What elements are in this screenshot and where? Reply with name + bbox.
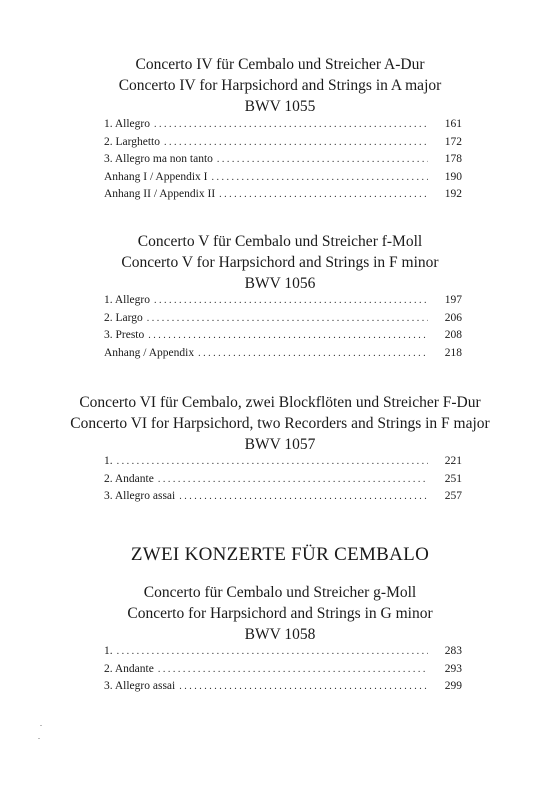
toc-label: 2. Larghetto: [104, 135, 160, 148]
toc-leader-dots: [211, 169, 428, 187]
toc-page-number: 251: [444, 472, 462, 485]
concerto-vi-toc: [104, 453, 462, 506]
toc-row[interactable]: [104, 643, 462, 661]
concerto-iv-title-de: Concerto IV für Cembalo und Streicher A-Dur: [135, 56, 425, 73]
toc-label: Anhang II / Appendix II: [104, 188, 216, 200]
toc-leader-dots: [217, 151, 428, 169]
concerto-v-section: [0, 231, 560, 294]
toc-label: 2. Largo: [104, 311, 143, 324]
toc-leader-dots: [117, 643, 428, 661]
toc-page-number: 206: [444, 311, 462, 324]
toc-label: 1. Allegro: [104, 294, 150, 306]
concerto-vi-section: [0, 392, 560, 455]
concerto-g-toc: [104, 643, 462, 696]
toc-page-number: 192: [444, 188, 462, 200]
toc-page-number: 257: [444, 490, 462, 502]
concerto-g-title-de: Concerto für Cembalo und Streicher g-Moll: [143, 584, 417, 601]
toc-page-number: 299: [444, 680, 462, 692]
toc-leader-dots: [158, 471, 428, 489]
toc-label: 3. Presto: [104, 329, 145, 341]
toc-label: 3. Allegro assai: [104, 490, 176, 502]
concerto-v-title-de: Concerto V für Cembalo und Streicher f-Moll: [137, 233, 423, 250]
concerto-v-toc: [104, 292, 462, 362]
group-title: ZWEI KONZERTE FÜR CEMBALO: [130, 544, 430, 565]
toc-row[interactable]: [104, 151, 462, 169]
concerto-iv-title-en: Concerto IV for Harpsichord and Strings in A major: [118, 77, 442, 94]
toc-page-number: 218: [444, 346, 462, 359]
concerto-iv-section: [0, 54, 560, 117]
scan-speck: [40, 725, 42, 726]
toc-row[interactable]: [104, 116, 462, 134]
toc-label: 2. Andante: [104, 662, 154, 675]
concerto-v-title-en: Concerto V for Harpsichord and Strings in F minor: [121, 254, 439, 271]
toc-row[interactable]: [104, 134, 462, 152]
toc-row[interactable]: [104, 678, 462, 696]
toc-leader-dots: [154, 292, 428, 310]
toc-leader-dots: [148, 327, 428, 345]
scan-speck: [38, 738, 40, 739]
toc-label: 3. Allegro assai: [104, 680, 176, 692]
toc-row[interactable]: [104, 169, 462, 187]
toc-page-number: 197: [444, 294, 462, 306]
toc-leader-dots: [179, 488, 428, 506]
toc-row[interactable]: [104, 292, 462, 310]
toc-label: Anhang I / Appendix I: [104, 170, 208, 183]
toc-leader-dots: [154, 116, 428, 134]
toc-page-number: 161: [444, 118, 462, 130]
toc-row[interactable]: [104, 345, 462, 363]
toc-leader-dots: [179, 678, 428, 696]
toc-row[interactable]: [104, 488, 462, 506]
toc-row[interactable]: [104, 453, 462, 471]
toc-row[interactable]: [104, 661, 462, 679]
toc-label: 2. Andante: [104, 472, 154, 485]
toc-page-number: 172: [444, 135, 462, 148]
toc-label: 1.: [104, 645, 113, 657]
toc-row[interactable]: [104, 471, 462, 489]
toc-label: 3. Allegro ma non tanto: [104, 153, 213, 165]
concerto-iv-toc: [104, 116, 462, 204]
toc-label: 1. Allegro: [104, 118, 150, 130]
toc-row[interactable]: [104, 327, 462, 345]
toc-leader-dots: [198, 345, 428, 363]
toc-page-number: 283: [444, 645, 462, 657]
toc-page-number: 208: [444, 329, 462, 341]
concerto-g-section: [0, 582, 560, 645]
toc-leader-dots: [158, 661, 428, 679]
toc-label: Anhang / Appendix: [104, 346, 195, 359]
concerto-g-bwv: BWV 1058: [244, 626, 316, 643]
toc-leader-dots: [117, 453, 428, 471]
concerto-vi-bwv: BWV 1057: [244, 436, 316, 453]
toc-page-number: 293: [444, 662, 462, 675]
toc-page-number: 221: [444, 455, 462, 467]
toc-row[interactable]: [104, 186, 462, 204]
toc-page-number: 178: [444, 153, 462, 165]
concerto-g-title-en: Concerto for Harpsichord and Strings in G minor: [127, 605, 433, 622]
toc-leader-dots: [219, 186, 428, 204]
toc-page-number: 190: [444, 170, 462, 183]
concerto-iv-bwv: BWV 1055: [244, 98, 316, 115]
toc-row[interactable]: [104, 310, 462, 328]
concerto-vi-title-de: Concerto VI für Cembalo, zwei Blockflöten und Streicher F-Dur: [79, 394, 481, 411]
concerto-v-bwv: BWV 1056: [244, 275, 316, 292]
toc-leader-dots: [164, 134, 428, 152]
concerto-vi-title-en: Concerto VI for Harpsichord, two Recorders and Strings in F major: [70, 415, 490, 432]
toc-label: 1.: [104, 455, 113, 467]
toc-leader-dots: [147, 310, 428, 328]
